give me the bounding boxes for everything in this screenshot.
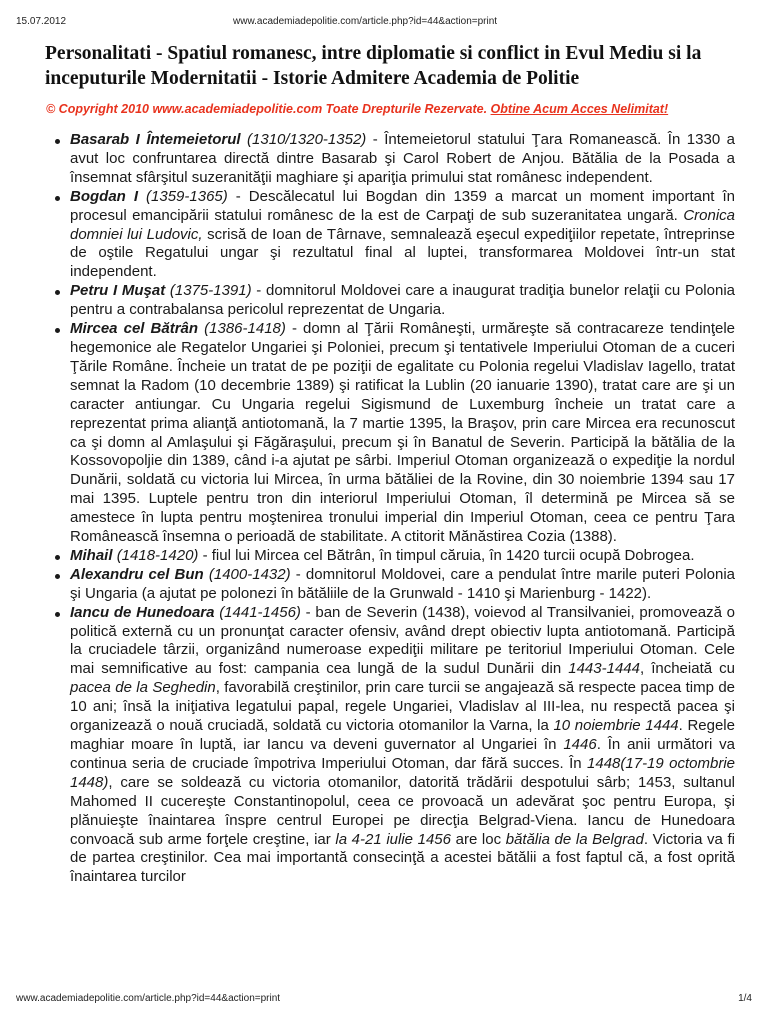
entry-text: scrisă de Ioan de Târnave, semnalează eşecul expediţiilor repetate, întreprinse de oştile Regatului ungar şi rezultatul final al luptei, transformarea Moldovei într-un stat independent. — [70, 225, 735, 281]
copyright-notice — [46, 102, 736, 116]
entry-text: - Descălecatul lui Bogdan din 1359 a marcat un moment important în procesul emancipării statului românesc de la est de Carpaţi de sub suzeranitatea ungară. — [70, 187, 735, 224]
entry-text: , favorabilă creştinilor, prin care turcii se angajează să respecte pacea timp de 10 ani; însă la iniţiativa legatului papal, regele Ungariei, Vladislav al III-lea, nu respectă pacea şi organizează o nouă cruciadă, soldată cu victoria otomanilor la Varna, la — [70, 679, 736, 735]
entry-text: , încheiată cu — [639, 660, 735, 678]
list-item-basarab — [70, 131, 735, 188]
entry-italic: 10 noiembrie 1444 — [553, 717, 679, 735]
entry-text: - Întemeietorul statului Ţara Romanească. În 1330 a avut loc confruntarea directă dintre Basarab şi Carol Robert de Anjou. Bătălia de la Posada a însemnat sfârşitul suzeranităţii maghiare şi apariţia primului stat românesc independent. — [70, 131, 736, 186]
list-item-iancu — [70, 604, 735, 888]
list-item-mihail — [70, 547, 735, 566]
page-number: 1/4 — [738, 993, 752, 1004]
print-footer — [16, 993, 752, 1007]
list-item-bogdan — [70, 188, 735, 283]
entry-name: Mircea cel Bătrân — [70, 320, 199, 338]
print-header-url: www.academiadepolitie.com/article.php?id=44&action=print — [233, 16, 498, 27]
entry-name: Bogdan I — [70, 187, 139, 205]
entry-years: (1400-1432) — [208, 565, 291, 583]
entry-years: (1441-1456) — [219, 603, 301, 621]
entry-text: . În anii următori va continua seria de cruciade împotriva Imperiului Otoman, dar fără succes. În — [70, 736, 735, 772]
entry-text: - ban de Severin (1438), voievod al Transilvaniei, promovează o politică externă cu un pronunţat caracter ofensiv, având drept obiectiv lupta antiotomană. Participă la cruciadele târzii, organizând numeroase expediţii militare pe teritoriul Imperiului Otoman. Cele mai semnificative au fost: campania cea lungă de la sudul Dunării din — [70, 603, 735, 678]
entry-italic: 1443-1444 — [568, 660, 640, 678]
list-item-mircea — [70, 320, 735, 547]
entry-name: Basarab I Întemeietorul — [70, 131, 241, 148]
entry-text: . Regele maghiar moare în luptă, iar Iancu va deveni guvernator al Ungariei în — [70, 717, 735, 753]
copyright-text: © Copyright 2010 www.academiadepolitie.com Toate Drepturile Rezervate. — [46, 102, 488, 116]
print-header — [16, 16, 752, 30]
entry-name: Alexandru cel Bun — [70, 565, 204, 583]
print-date: 15.07.2012 — [16, 16, 67, 27]
entry-text: - domnitorul Moldovei care a inaugurat tradiţia bunelor relaţii cu Polonia pentru a contrabalansa pericolul reprezentat de Ungaria. — [70, 282, 735, 319]
entry-text: - domn al Ţării Româneşti, urmăreşte să contracareze tendinţele hegemonice ale Regatelor Ungariei şi Poloniei, precum şi tentativele Imperiului Otoman de a cuceri Ţările Române. Încheie un tratat de pe poziţii de egalitate cu Polonia regelui Vladislav Iagello, tratat semnat la Radom (10 decembrie 1389) şi ratificat la Lublin (20 ianuarie 1390), tratat care are şi un caracter antiungar. Cu Ungaria regelui Sigismund de Luxemburg încheie un tratat care a reprezentat prima alianţă antiotomană, la 7 martie 1395, la Braşov, prin care Mircea era recunoscut ca şi domn al Amlaşului şi Făgăraşului, precum şi în Banatul de Severin. Participă la bătălia de la Kossovopoljie din 1389, când i-a ajutat pe sârbi. Imperiul Otoman organizează o expediţie la nordul Dunării, soldată cu victoria lui Mircea, în urma bătăliei de la Rovine, din 30 noiembrie 1394 sau 17 mai 1395. Luptele pentru tron din interiorul Imperiului Otoman, îl determină pe Mircea să se amestece în lupta pentru moştenirea tronului imperial din Imperiul Otoman, ceea ce pentru Ţara Românească însemna o perioadă de stabilitate. A ctitorit Mănăstirea Cozia (1388). — [70, 320, 735, 546]
entry-years: (1359-1365) — [146, 187, 228, 205]
list-item-petru — [70, 282, 735, 320]
entry-years: (1386-1418) — [204, 320, 286, 338]
list-item-alexandru — [70, 566, 735, 604]
entry-text: are loc — [451, 830, 506, 848]
entry-italic: pacea de la Seghedin — [70, 679, 216, 697]
entry-italic: 1448(17-19 octombrie 1448) — [70, 754, 735, 791]
entry-years: (1375-1391) — [169, 282, 252, 300]
entry-name: Petru I Muşat — [70, 282, 166, 300]
page-title: Personalitati - Spatiul romanesc, intre diplomatie si conflict in Evul Mediu si la inceputurile Modernitatii - Istorie Admitere Academia de Politie — [45, 43, 702, 89]
personalities-list — [70, 131, 735, 887]
entry-italic: 1446 — [563, 736, 597, 753]
entry-text: , care se soldează cu victoria otomanilor, datorită trădării despotului sârb; 1453, sultanul Mahomed II cucereşte Constantinopolul, ceea ce provoacă un adevărat şoc pentru Europa, şi plănuieşte înaintarea înspre centrul Europei pe direcţia Belgrad-Viena. Iancu de Hunedoara convoacă sub arme forţele creştine, iar — [70, 773, 735, 848]
article-content — [70, 131, 735, 887]
entry-text: - fiul lui Mircea cel Bătrân, în timpul căruia, în 1420 turcii ocupă Dobrogea. — [198, 546, 695, 564]
entry-italic: la 4-21 iulie 1456 — [335, 830, 451, 848]
print-footer-url: www.academiadepolitie.com/article.php?id=44&action=print — [16, 993, 281, 1004]
full-access-link[interactable]: Obtine Acum Acces Nelimitat! — [490, 102, 669, 116]
entry-years: (1418-1420) — [116, 546, 199, 564]
entry-italic: Cronica domniei lui Ludovic, — [70, 206, 735, 243]
entry-name: Iancu de Hunedoara — [70, 603, 215, 621]
entry-name: Mihail — [70, 546, 113, 564]
entry-years: (1310/1320-1352) — [247, 131, 367, 148]
entry-italic: bătălia de la Belgrad — [505, 830, 644, 848]
entry-text: - domnitorul Moldovei, care a pendulat între marile puteri Polonia şi Ungaria (a ajutat pe polonezi în bătăliile de la Grunwald - 1410 şi Marienburg - 1422). — [70, 565, 735, 602]
entry-text: . Victoria va fi de partea creştinilor. Cea mai importantă consecinţă a acestei bătălii a fost faptul că, a fost oprită înaintarea turcilor — [70, 830, 736, 886]
